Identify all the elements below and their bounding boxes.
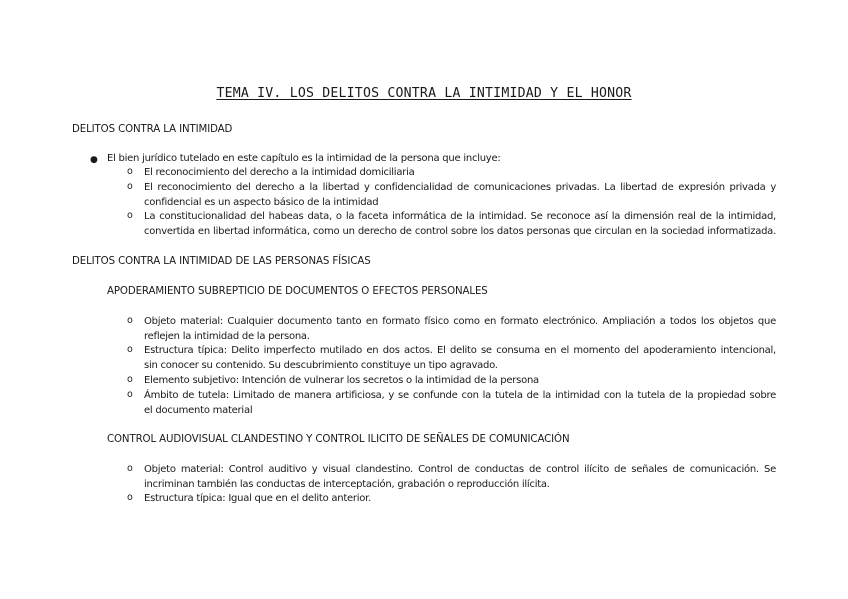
sub-bullet-circle: o <box>127 210 133 221</box>
list-item-elemento-subjetivo: Elemento subjetivo: Intención de vulnerar los secretos o la intimidad de la persona <box>144 375 539 386</box>
sub-bullet-circle: o <box>127 344 133 355</box>
list-item-comunicaciones-cont: confidencial es un aspecto básico de la intimidad <box>144 197 379 208</box>
list-item-habeas-data: La constitucionalidad del habeas data, o la faceta informática de la intimidad. Se reconoce así la dimensión real de la intimidad, <box>144 211 776 222</box>
list-item-domiciliaria: El reconocimiento del derecho a la intimidad domiciliaria <box>144 167 415 178</box>
sub-bullet-circle: o <box>127 181 133 192</box>
list-item-comunicaciones: El reconocimiento del derecho a la libertad y confidencialidad de comunicaciones privadas. La libertad de expresión privada y <box>144 182 776 193</box>
list-item-objeto-material-2-cont: incriminan también las conductas de interceptación, grabación o reproducción ilícita. <box>144 479 550 490</box>
list-item-objeto-material: Objeto material: Cualquier documento tanto en formato físico como en formato electrónico. Ampliación a todos los objetos que <box>144 316 776 327</box>
sub-bullet-circle: o <box>127 492 133 503</box>
list-item-objeto-material-2: Objeto material: Control auditivo y visual clandestino. Control de conductas de control ilícito de señales de comunicación. Se <box>144 464 776 475</box>
sub-bullet-circle: o <box>127 166 133 177</box>
page-title: TEMA IV. LOS DELITOS CONTRA LA INTIMIDAD Y EL HONOR <box>216 86 632 101</box>
sub-bullet-circle: o <box>127 463 133 474</box>
bullet-dot: ● <box>90 155 98 165</box>
list-item-ambito-tutela-cont: el documento material <box>144 405 253 416</box>
list-item-habeas-data-cont: convertida en libertad informática, como un derecho de control sobre los datos personas que circulan en la sociedad informatizada. <box>144 226 776 237</box>
list-item-ambito-tutela: Ámbito de tutela: Limitado de manera artificiosa, y se confunde con la tutela de la intimidad con la tutela de la propiedad sobre <box>144 390 776 401</box>
bullet-text-bien-juridico: El bien jurídico tutelado en este capítulo es la intimidad de la persona que incluye: <box>107 153 501 164</box>
list-item-estructura-tipica: Estructura típica: Delito imperfecto mutilado en dos actos. El delito se consuma en el momento del apoderamiento intencional, <box>144 345 776 356</box>
sub-bullet-circle: o <box>127 315 133 326</box>
subsection-heading-control-audiovisual: CONTROL AUDIOVISUAL CLANDESTINO Y CONTROL ILICITO DE SEÑALES DE COMUNICACIÓN <box>107 434 570 445</box>
list-item-estructura-tipica-2: Estructura típica: Igual que en el delito anterior. <box>144 493 372 504</box>
list-item-objeto-material-cont: reflejen la intimidad de la persona. <box>144 331 310 342</box>
list-item-estructura-tipica-cont: sin conocer su contenido. Su descubrimiento constituye un tipo agravado. <box>144 360 498 371</box>
sub-bullet-circle: o <box>127 389 133 400</box>
section-heading-intimidad: DELITOS CONTRA LA INTIMIDAD <box>72 124 233 135</box>
subsection-heading-apoderamiento: APODERAMIENTO SUBREPTICIO DE DOCUMENTOS O EFECTOS PERSONALES <box>107 286 488 297</box>
section-heading-personas-fisicas: DELITOS CONTRA LA INTIMIDAD DE LAS PERSONAS FÍSICAS <box>72 256 371 267</box>
sub-bullet-circle: o <box>127 374 133 385</box>
